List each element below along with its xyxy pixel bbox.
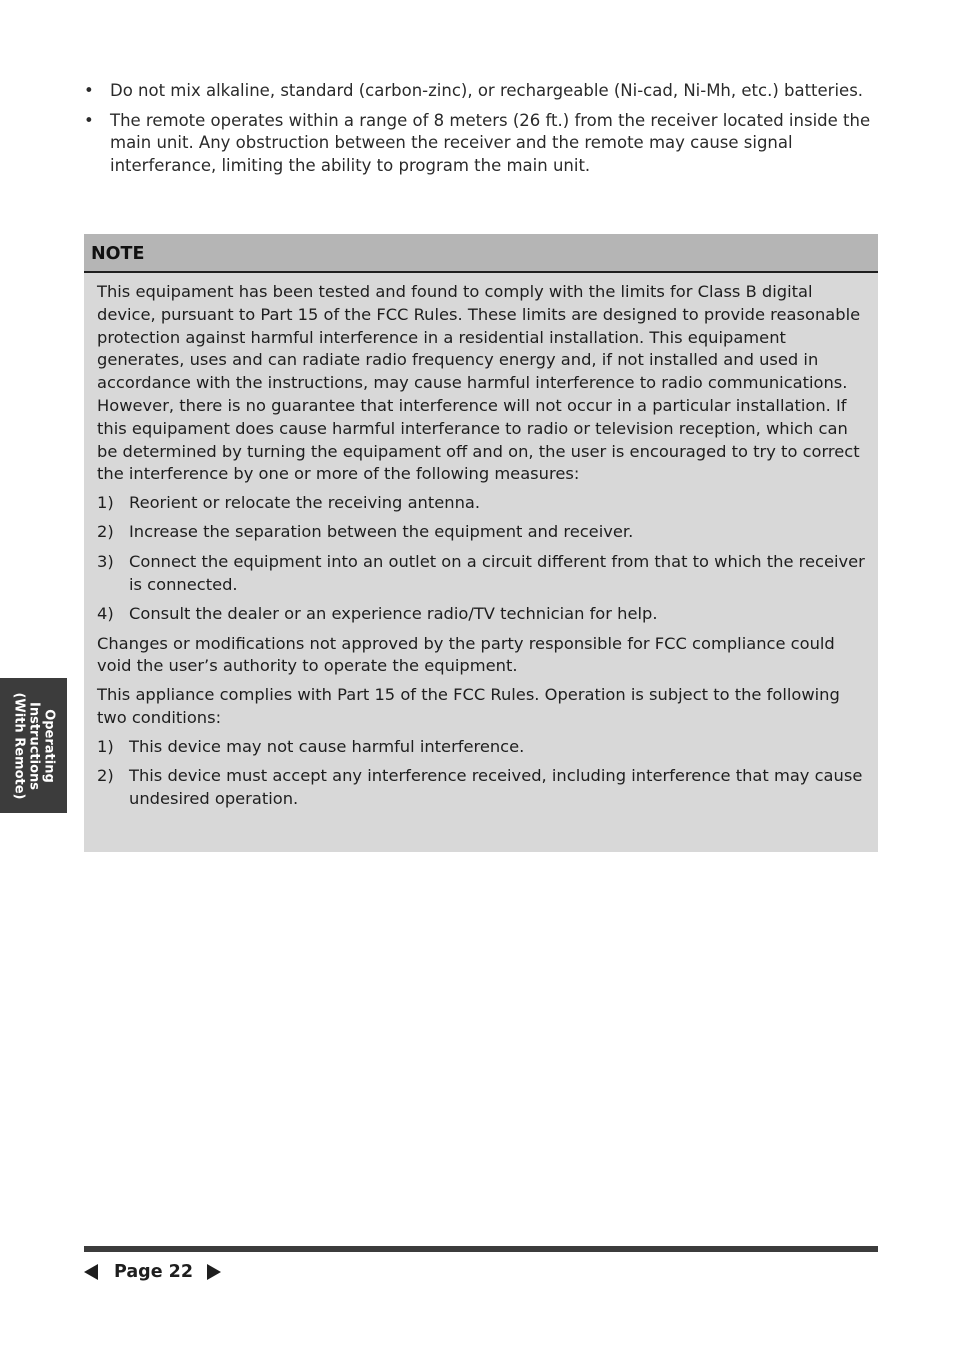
condition-number: 2) <box>97 766 114 786</box>
conditions-list <box>97 736 868 811</box>
compliance-paragraph: This appliance complies with Part 15 of the FCC Rules. Operation is subject to the following two conditions: <box>97 685 840 728</box>
measure-text: Connect the equipment into an outlet on a circuit different from that to which the receiver is connected. <box>129 551 865 594</box>
section-side-tab <box>0 678 67 813</box>
bullet-item <box>84 80 884 103</box>
section-tab-line: (With Remote) <box>11 691 26 799</box>
note-body <box>84 273 878 811</box>
page-navigator <box>84 1260 221 1284</box>
condition-item <box>97 765 868 811</box>
fcc-note-box <box>84 234 878 852</box>
bullet-marker: • <box>84 81 94 100</box>
condition-number: 1) <box>97 736 114 756</box>
measure-number: 4) <box>97 603 114 623</box>
condition-text: This device may not cause harmful interference. <box>129 736 525 756</box>
measure-text: Reorient or relocate the receiving antenna. <box>129 493 481 513</box>
bullet-text: The remote operates within a range of 8 meters (26 ft.) from the receiver located inside the main unit. Any obstruction between the receiver and the remote may cause signal interferance, limiting the ability to program the main unit. <box>110 110 871 175</box>
triangle-right-icon[interactable] <box>207 1264 221 1280</box>
note-header <box>84 234 878 273</box>
measure-item <box>97 521 868 544</box>
condition-item <box>97 736 868 759</box>
note-intro-paragraph: This equipament has been tested and found to comply with the limits for Class B digital device, pursuant to Part 15 of the FCC Rules. These limits are designed to provide reasonable protection against harmful interference in a residential installation. This equipament generates, uses and can radiate radio frequency energy and, if not installed and used in accordance with the instructions, may cause harmful interference to radio communications. However, there is no guarantee that interference will not occur in a particular installation. If this equipament does cause harmful interferance to radio or television reception, which can be determined by turning the equipament off and on, the user is encouraged to try to correct the interference by one or more of the following measures: <box>97 282 861 484</box>
bullet-text: Do not mix alkaline, standard (carbon-zinc), or rechargeable (Ni-cad, Ni-Mh, etc.) batteries. <box>110 81 864 100</box>
measure-number: 3) <box>97 551 114 571</box>
measure-number: 2) <box>97 522 114 542</box>
section-tab-label <box>11 681 56 811</box>
measures-list <box>97 492 868 625</box>
measure-item <box>97 551 868 597</box>
section-tab-line: Operating <box>41 708 56 783</box>
page-number: Page 22 <box>114 1262 194 1282</box>
bullet-item <box>84 110 884 178</box>
battery-bullet-list <box>84 80 884 184</box>
changes-paragraph: Changes or modifications not approved by the party responsible for FCC compliance could void the user’s authority to operate the equipment. <box>97 633 835 676</box>
condition-text: This device must accept any interference received, including interference that may cause undesired operation. <box>129 766 863 808</box>
measure-text: Consult the dealer or an experience radio/TV technician for help. <box>129 603 658 623</box>
section-tab-line: Instructions <box>26 701 41 790</box>
footer-divider <box>84 1246 878 1252</box>
bullet-marker: • <box>84 110 94 130</box>
measure-item <box>97 603 868 626</box>
triangle-left-icon[interactable] <box>84 1264 98 1280</box>
measure-item <box>97 492 868 515</box>
measure-number: 1) <box>97 493 114 513</box>
measure-text: Increase the separation between the equipment and receiver. <box>129 522 634 542</box>
note-title: NOTE <box>91 244 145 264</box>
